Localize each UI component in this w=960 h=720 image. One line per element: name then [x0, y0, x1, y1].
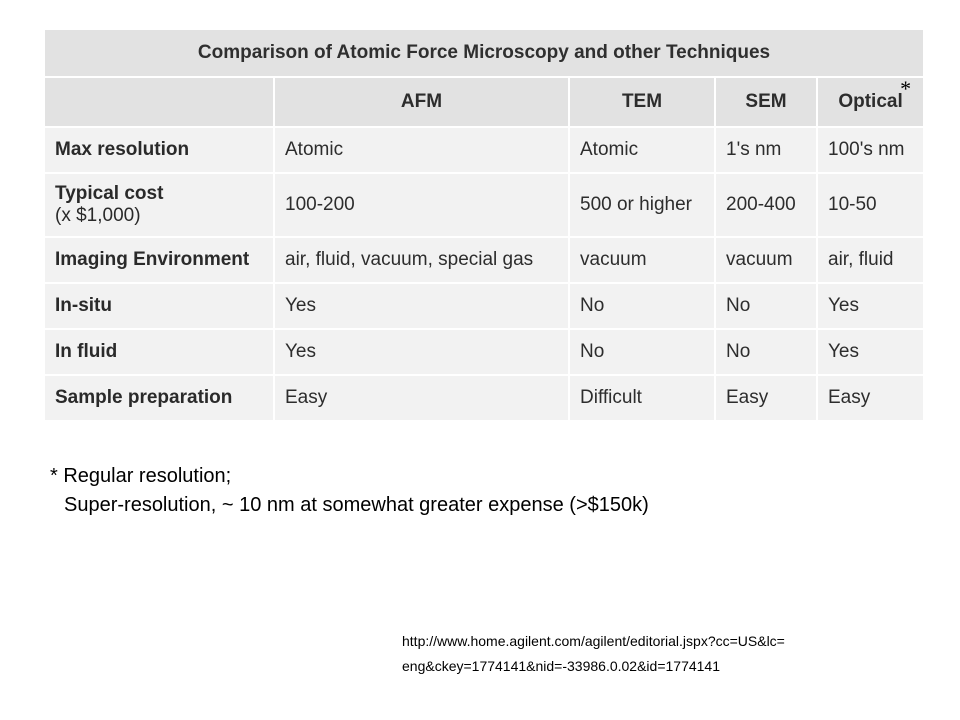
row-header — [44, 127, 274, 173]
table-cell: No — [715, 283, 817, 329]
table-cell: 500 or higher — [569, 173, 715, 237]
table-cell: 100's nm — [817, 127, 924, 173]
table-cell: air, fluid, vacuum, special gas — [274, 237, 569, 283]
table-row — [44, 127, 924, 173]
table-cell: Difficult — [569, 375, 715, 421]
table-cell: Easy — [817, 375, 924, 421]
row-header-sublabel: (x $1,000) — [55, 205, 141, 226]
table-cell: Easy — [274, 375, 569, 421]
row-header-label: Imaging Environment — [55, 249, 250, 270]
table-cell: Atomic — [569, 127, 715, 173]
table-cell: Yes — [274, 329, 569, 375]
table-cell: 200-400 — [715, 173, 817, 237]
table-row — [44, 237, 924, 283]
table-row — [44, 283, 924, 329]
table-cell: Atomic — [274, 127, 569, 173]
source-url-line-1: http://www.home.agilent.com/agilent/editorial.jspx?cc=US&lc= — [402, 633, 785, 649]
column-header-empty — [44, 77, 274, 127]
row-header — [44, 237, 274, 283]
column-header-sem: SEM — [715, 77, 817, 127]
table-cell: No — [569, 283, 715, 329]
table-cell: Yes — [817, 283, 924, 329]
row-header-label: In-situ — [55, 295, 112, 316]
table-cell: 10-50 — [817, 173, 924, 237]
table-cell: No — [715, 329, 817, 375]
source-url — [402, 629, 942, 679]
column-header-row — [44, 77, 924, 127]
comparison-table-container — [43, 28, 923, 422]
table-cell: Yes — [274, 283, 569, 329]
table-title-row — [44, 29, 924, 77]
footnote-line-1: * Regular resolution; — [50, 465, 232, 487]
column-header-optical-label: Optical — [838, 91, 903, 112]
table-cell: 100-200 — [274, 173, 569, 237]
table-title: Comparison of Atomic Force Microscopy and other Techniques — [44, 29, 924, 77]
footnote-line-2: Super-resolution, ~ 10 nm at somewhat greater expense (>$150k) — [64, 494, 649, 516]
row-header — [44, 283, 274, 329]
table-cell: Easy — [715, 375, 817, 421]
table-cell: vacuum — [715, 237, 817, 283]
table-cell: Yes — [817, 329, 924, 375]
row-header — [44, 375, 274, 421]
table-cell: No — [569, 329, 715, 375]
table-row — [44, 173, 924, 237]
table-cell: 1's nm — [715, 127, 817, 173]
comparison-table — [43, 28, 925, 422]
row-header-label: Sample preparation — [55, 387, 233, 408]
table-cell: air, fluid — [817, 237, 924, 283]
row-header — [44, 329, 274, 375]
table-row — [44, 329, 924, 375]
row-header — [44, 173, 274, 237]
row-header-label: In fluid — [55, 341, 118, 362]
column-header-afm: AFM — [274, 77, 569, 127]
source-url-line-2: eng&ckey=1774141&nid=-33986.0.02&id=1774141 — [402, 658, 721, 674]
optical-footnote-marker: * — [900, 76, 912, 101]
table-cell: vacuum — [569, 237, 715, 283]
row-header-label: Typical cost — [55, 183, 164, 204]
row-header-label: Max resolution — [55, 139, 190, 160]
column-header-tem: TEM — [569, 77, 715, 127]
table-row — [44, 375, 924, 421]
footnote — [50, 462, 649, 520]
column-header-optical — [817, 77, 924, 127]
